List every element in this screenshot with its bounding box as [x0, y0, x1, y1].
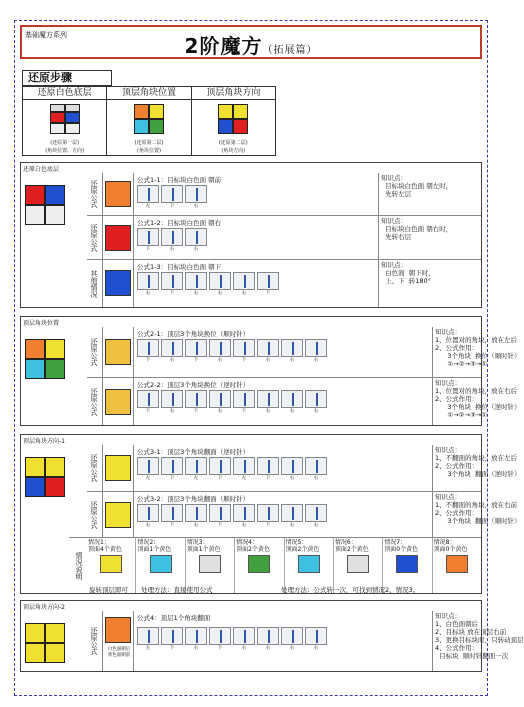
note-2: 处理方法：直接使用公式 [141, 586, 213, 594]
case-6: 情况6： 顶面2个黄色 [334, 538, 383, 593]
section-top-orientation-2: 顶层角块方向-2 还原公式 白色面朝后 黄色面朝前 公式4：顶层1个角块翻面 左 下 右 下 右 右 右 右 知识点： 1、白色面朝后 2、目标块 放在顶层右前 3、更换目标块时，只转动顶层 4、公式作用： 目标块 顺时针翻面一次 [20, 600, 482, 672]
cube-icon [25, 457, 55, 487]
cube-thumb [105, 181, 131, 207]
note-3: 处理方法：公式转一次，可找到情况2、情况3。 [281, 586, 420, 594]
section-white-layer: 还原白色底层 还原公式 公式1-1：目标块白色面 朝前 左 下 右 知识点： 目标块白色面 朝左时， 先转左层 还原公式 公式1-2：目标块白色面 朝右 下 右 右 知识点： 目标块白色面 朝右时， 先转右层 其他情况 公式1-3：目标块白色面 朝下 右 下 右 右 右 下 知识点： 白色面 朝下时， 上、下 转180° [20, 162, 482, 308]
steps-overview [22, 86, 276, 156]
cube-thumb [105, 617, 131, 643]
cube-icon [25, 623, 55, 653]
step-3: 顶层角块方向 (还原第二层) (角块方向) [192, 87, 275, 155]
header [20, 25, 482, 59]
note-1: 旋转顶层即可 [89, 586, 128, 594]
cube-thumb [105, 225, 131, 251]
page-subtitle: （拓展篇） [262, 45, 318, 56]
steps-title: 还原步骤 [22, 70, 112, 86]
cube-thumb [105, 455, 131, 481]
cube-thumb [105, 270, 131, 296]
cube-icon [50, 104, 80, 134]
cube-icon [134, 104, 164, 134]
case-3: 情况3： 顶面1个黄色 [186, 538, 235, 593]
cube-icon [25, 185, 55, 215]
case-2: 情况2： 顶面1个黄色 [136, 538, 185, 593]
cube-icon [25, 339, 55, 369]
case-7: 情况7： 顶面0个黄色 [383, 538, 432, 593]
section-top-orientation-1: 顶层角块方向-1 还原公式 公式3-1：顶层3个角块翻面（逆时针） 左 下 左 下 左 下 右 右 知识点： 1、不翻面的角块，放在左后 2、公式作用： 3个角块 翻面（逆时针） 还原公式 公式3-2：顶层3个角块翻面（顺时针） 右 下 右 下 右 下 右 右 知识点： 1、不翻面的角块，放在右前 2、公式作用： 3个角块 翻面（顺时针） 情况说明 情况1： 顶面4个黄色 情况2： 顶面1个黄色 情况3： 顶面1个黄色 情况4： 顶面2个黄色 情况5： 顶面2个黄色 情况6： 顶面2个黄色 情况7： 顶面0个黄色 情况8： 顶面0个黄色 旋转顶层即可 处理方法：直接使用公式 处理方法：公式转一次，可找到情况2、情况3。 [20, 434, 482, 594]
page-title: 2阶魔方（拓展篇） [184, 34, 318, 58]
case-4: 情况4： 顶面2个黄色 [235, 538, 284, 593]
cube-thumb [105, 339, 131, 365]
step-2: 顶层角块位置 (还原第二层) (角块位置) [107, 87, 191, 155]
series-label: 基础魔方系列 [25, 31, 67, 39]
step-1: 还原白色底层 (还原第一层) (角块位置、方向) [23, 87, 107, 155]
case-8: 情况8： 顶面0个黄色 [433, 538, 481, 593]
cube-thumb [105, 502, 131, 528]
case-5: 情况5： 顶面2个黄色 [285, 538, 334, 593]
section-top-position: 顶层角块位置 还原公式 公式2-1：顶层3个角块换位（顺时针） 下 右 下 右 下 右 右 右 知识点： 1、位置对的角块，放在左后 2、公式作用： 3个角块 换位（顺时针） ①→②→③→① 还原公式 公式2-2：顶层3个角块换位（逆时针） 下 右 下 右 下 右 右 右 知识点： 1、位置对的角块，放在右后 2、公式作用： 3个角块 换位（逆时针） ①→②→③→① [20, 316, 482, 426]
cube-thumb [105, 389, 131, 415]
case-1: 情况1： 顶面4个黄色 [87, 538, 136, 593]
cube-icon [218, 104, 248, 134]
